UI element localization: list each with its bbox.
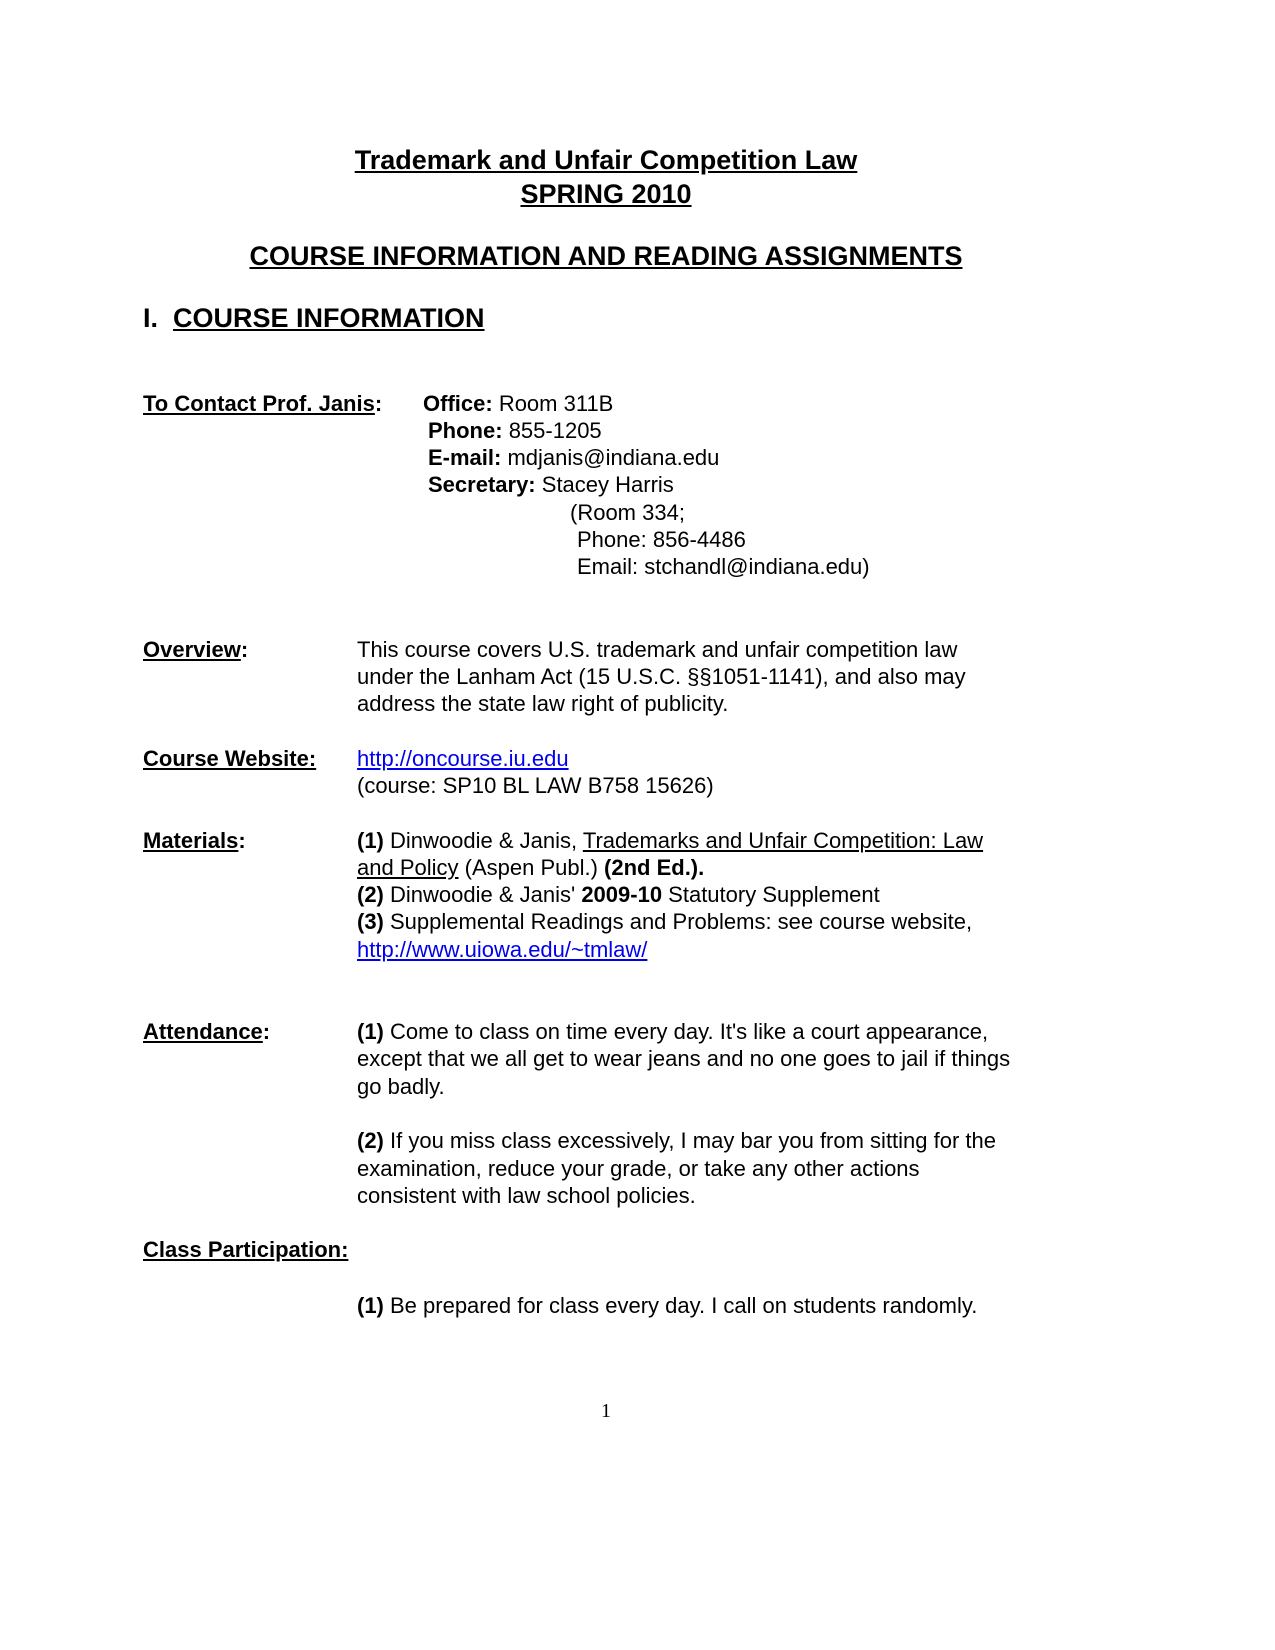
participation-1: (1) Be prepared for class every day. I call on students randomly. <box>357 1293 978 1318</box>
attendance-2-cont: examination, reduce your grade, or take any other actions <box>357 1156 920 1181</box>
material-2: (2) Dinwoodie & Janis' 2009-10 Statutory Supplement <box>357 882 880 907</box>
course-website-link[interactable]: http://oncourse.iu.edu <box>357 746 569 771</box>
material-1: (1) Dinwoodie & Janis, Trademarks and Unfair Competition: Law <box>357 828 984 853</box>
page-number: 1 <box>601 1400 611 1422</box>
secretary-email: Email: stchandl@indiana.edu) <box>577 554 870 579</box>
attendance-2-cont: consistent with law school policies. <box>357 1183 696 1208</box>
material-1-cont: and Policy (Aspen Publ.) (2nd Ed.). <box>357 855 705 880</box>
attendance-1-cont: go badly. <box>357 1074 445 1099</box>
tmlaw-website-link[interactable]: http://www.uiowa.edu/~tmlaw/ <box>357 937 648 962</box>
course-code: (course: SP10 BL LAW B758 15626) <box>357 773 714 798</box>
contact-label: To Contact Prof. Janis: <box>143 391 383 416</box>
overview-label: Overview: <box>143 637 249 662</box>
participation-label: Class Participation: <box>143 1237 349 1262</box>
overview-text: under the Lanham Act (15 U.S.C. §§1051-1141), and also may <box>357 664 966 689</box>
email-line: E-mail: mdjanis@indiana.edu <box>428 445 720 470</box>
overview-text: address the state law right of publicity. <box>357 691 729 716</box>
materials-label: Materials: <box>143 828 246 853</box>
secretary-phone: Phone: 856-4486 <box>577 527 746 552</box>
term: SPRING 2010 <box>520 179 692 209</box>
phone-line: Phone: 855-1205 <box>428 418 602 443</box>
attendance-1-cont: except that we all get to wear jeans and no one goes to jail if things <box>357 1046 1011 1071</box>
subtitle: COURSE INFORMATION AND READING ASSIGNMENTS <box>249 241 963 271</box>
document-title: Trademark and Unfair Competition Law <box>354 145 858 175</box>
attendance-label: Attendance: <box>143 1019 271 1044</box>
attendance-2: (2) If you miss class excessively, I may bar you from sitting for the <box>357 1128 997 1153</box>
office-line: Office: Room 311B <box>423 391 614 416</box>
attendance-1: (1) Come to class on time every day. It's like a court appearance, <box>357 1019 989 1044</box>
secretary-room: (Room 334; <box>570 500 685 525</box>
website-label: Course Website: <box>143 746 317 771</box>
section-number: I. <box>143 303 159 333</box>
section-heading <box>143 301 485 335</box>
overview-text: This course covers U.S. trademark and unfair competition law <box>357 637 958 662</box>
secretary-line: Secretary: Stacey Harris <box>428 472 674 497</box>
section-title: COURSE INFORMATION <box>173 303 485 333</box>
material-3: (3) Supplemental Readings and Problems: see course website, <box>357 909 973 934</box>
